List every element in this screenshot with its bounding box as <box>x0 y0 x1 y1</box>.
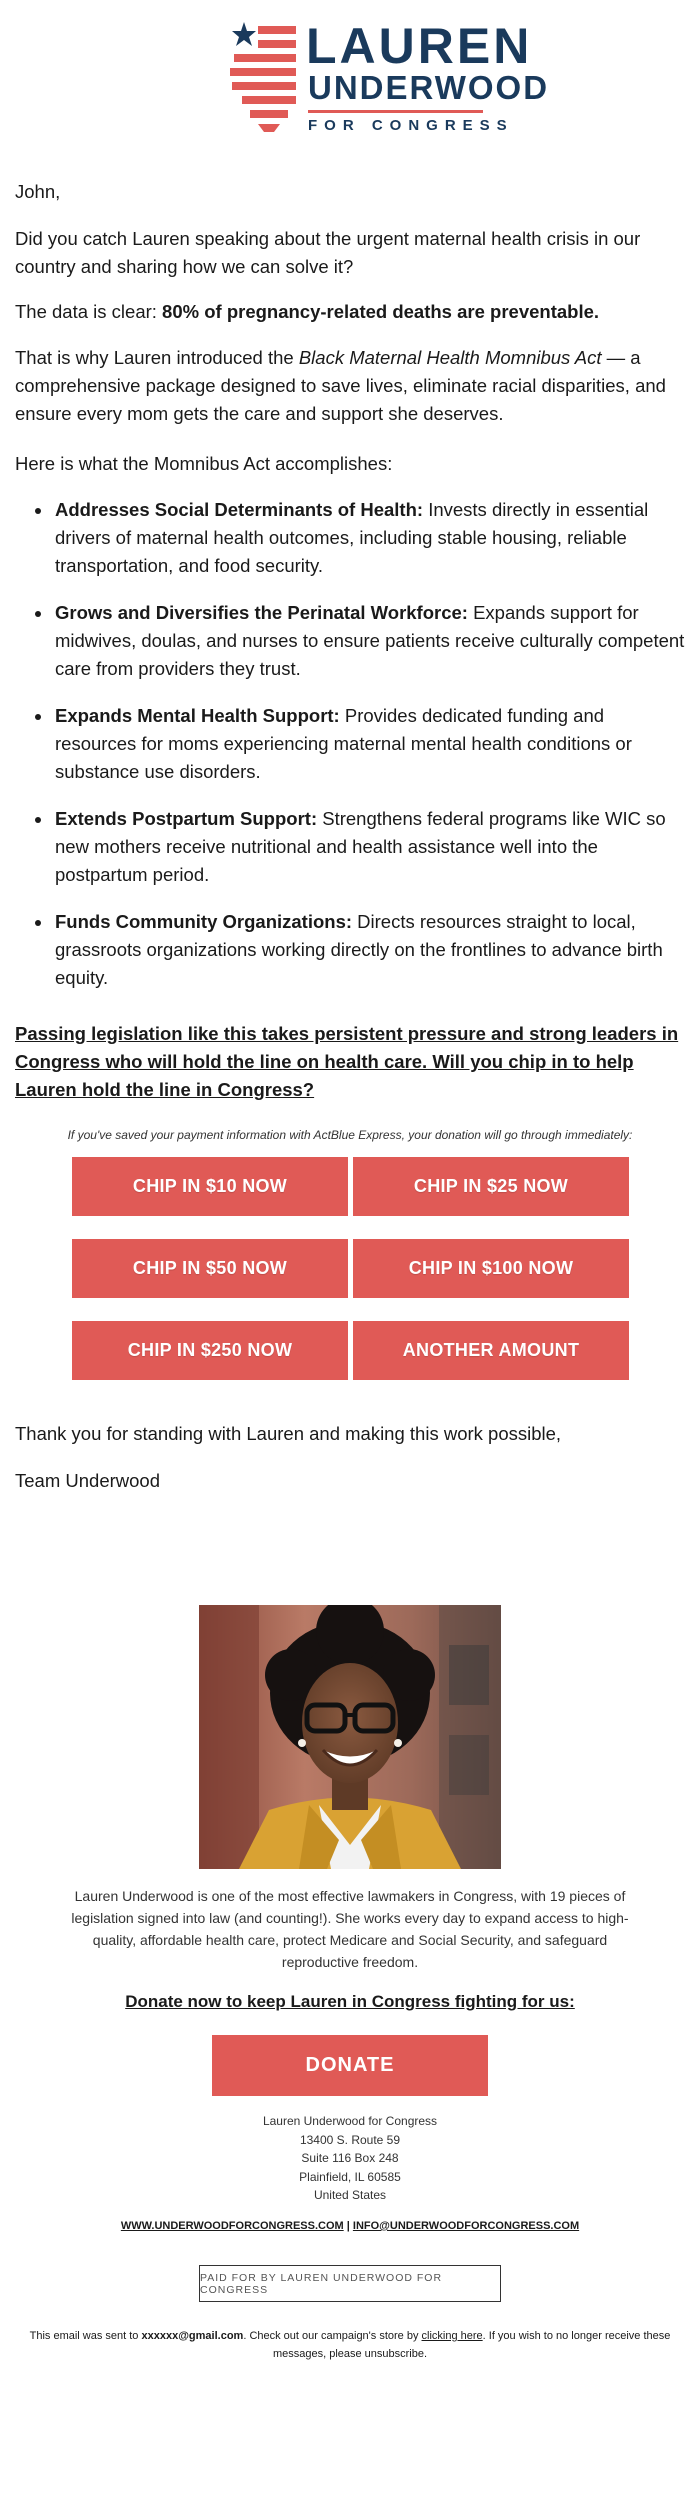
paid-for-by-disclaimer: PAID FOR BY LAUREN UNDERWOOD FOR CONGRESS <box>199 2265 501 2302</box>
actblue-express-note: If you've saved your payment information with ActBlue Express, your donation will go through immediately: <box>67 1128 633 1142</box>
thank-you-line: Thank you for standing with Lauren and making this work possible, <box>15 1423 562 1444</box>
list-item-text: Invests directly in essential drivers of maternal health outcomes, including stable housing, reliable transportation, and food security. <box>55 499 649 576</box>
mailing-address <box>0 2112 700 2205</box>
address-line: United States <box>313 2188 387 2202</box>
momnibus-paragraph <box>15 344 687 428</box>
list-item <box>15 496 687 580</box>
list-item-title: Addresses Social Determinants of Health: <box>55 499 424 520</box>
logo-divider <box>308 110 483 113</box>
footer-notice <box>20 2327 680 2363</box>
address-line: Suite 116 Box 248 <box>301 2151 399 2165</box>
logo-name-last: UNDERWOOD <box>308 69 550 106</box>
list-item-title: Expands Mental Health Support: <box>55 705 340 726</box>
donate-button[interactable]: DONATE <box>212 2035 488 2096</box>
address-line: Plainfield, IL 60585 <box>299 2169 401 2184</box>
chip-in-10-button[interactable]: CHIP IN $10 NOW <box>72 1157 348 1216</box>
list-item <box>15 908 687 992</box>
address-line: 13400 S. Route 59 <box>299 2132 401 2147</box>
intro-paragraph: Did you catch Lauren speaking about the urgent maternal health crisis in our country and sharing how we can solve it? <box>15 228 641 277</box>
chip-in-25-button[interactable]: CHIP IN $25 NOW <box>353 1157 629 1216</box>
list-item-title: Funds Community Organizations: <box>55 911 353 932</box>
link-separator: | <box>343 2220 353 2232</box>
stat-prefix: The data is clear: <box>15 301 163 322</box>
momnibus-act-name: Black Maternal Health Momnibus Act <box>298 347 602 368</box>
momnibus-suffix: — a comprehensive package designed to save lives, eliminate racial disparities, and ensure every mom gets the care and support she deserves. <box>15 347 666 424</box>
footer-links <box>0 2220 700 2232</box>
sent-mid: . Check out our campaign's store by <box>243 2330 422 2342</box>
list-item-text: Provides dedicated funding and resources for moms experiencing maternal mental health conditions or substance use disorders. <box>55 705 632 782</box>
candidate-photo <box>199 1605 501 1869</box>
list-item-title: Extends Postpartum Support: <box>55 808 318 829</box>
stat-paragraph <box>15 298 687 326</box>
chip-in-50-button[interactable]: CHIP IN $50 NOW <box>72 1239 348 1298</box>
signoff: Team Underwood <box>15 1470 160 1491</box>
list-item-text: Expands support for midwives, doulas, and nurses to ensure patients receive culturally competent care from providers they trust. <box>55 602 685 679</box>
chip-in-100-button[interactable]: CHIP IN $100 NOW <box>353 1239 629 1298</box>
greeting: John, <box>15 181 61 202</box>
list-item <box>15 599 687 683</box>
chip-in-cta-link[interactable]: Passing legislation like this takes persistent pressure and strong leaders in Congress who will hold the line on health care. Will you chip in to help Lauren hold the line in Congress? <box>15 1023 679 1100</box>
list-item-text: Directs resources straight to local, grassroots organizations working directly on the frontlines to advance birth equity. <box>55 911 663 988</box>
logo-name-first: LAUREN <box>306 18 533 74</box>
another-amount-button[interactable]: ANOTHER AMOUNT <box>353 1321 629 1380</box>
sent-suffix: . If you wish to no longer receive these messages, please unsubscribe. <box>272 2330 671 2360</box>
list-item <box>15 805 687 889</box>
recipient-email: xxxxxx@gmail.com <box>141 2330 244 2342</box>
chip-in-250-button[interactable]: CHIP IN $250 NOW <box>72 1321 348 1380</box>
flag-map-icon <box>228 20 296 135</box>
list-item-text: Strengthens federal programs like WIC so new mothers receive nutritional and health assistance well into the postpartum period. <box>55 808 666 885</box>
store-link[interactable]: clicking here <box>421 2330 483 2342</box>
list-item-title: Grows and Diversifies the Perinatal Workforce: <box>55 602 468 623</box>
address-line: Lauren Underwood for Congress <box>262 2114 438 2128</box>
contact-email-link[interactable]: INFO@UNDERWOODFORCONGRESS.COM <box>352 2220 580 2232</box>
candidate-bio: Lauren Underwood is one of the most effective lawmakers in Congress, with 19 pieces of legislation signed into law (and counting!). She works every day to expand access to high-quality, affordable health care, protect Medicare and Social Security, and safeguard reproductive freedom. <box>71 1888 629 1970</box>
donate-prompt-link[interactable]: Donate now to keep Lauren in Congress fighting for us: <box>125 1992 575 2011</box>
accomplishments-list <box>15 496 687 1011</box>
sent-prefix: This email was sent to <box>29 2330 142 2342</box>
website-link[interactable]: WWW.UNDERWOODFORCONGRESS.COM <box>120 2220 344 2232</box>
list-item <box>15 702 687 786</box>
momnibus-prefix: That is why Lauren introduced the <box>15 347 299 368</box>
campaign-logo <box>228 18 550 138</box>
logo-tagline: FOR CONGRESS <box>308 117 514 134</box>
accomplishments-intro: Here is what the Momnibus Act accomplishes: <box>15 453 393 474</box>
stat-highlight: 80% of pregnancy-related deaths are preventable. <box>162 301 600 322</box>
